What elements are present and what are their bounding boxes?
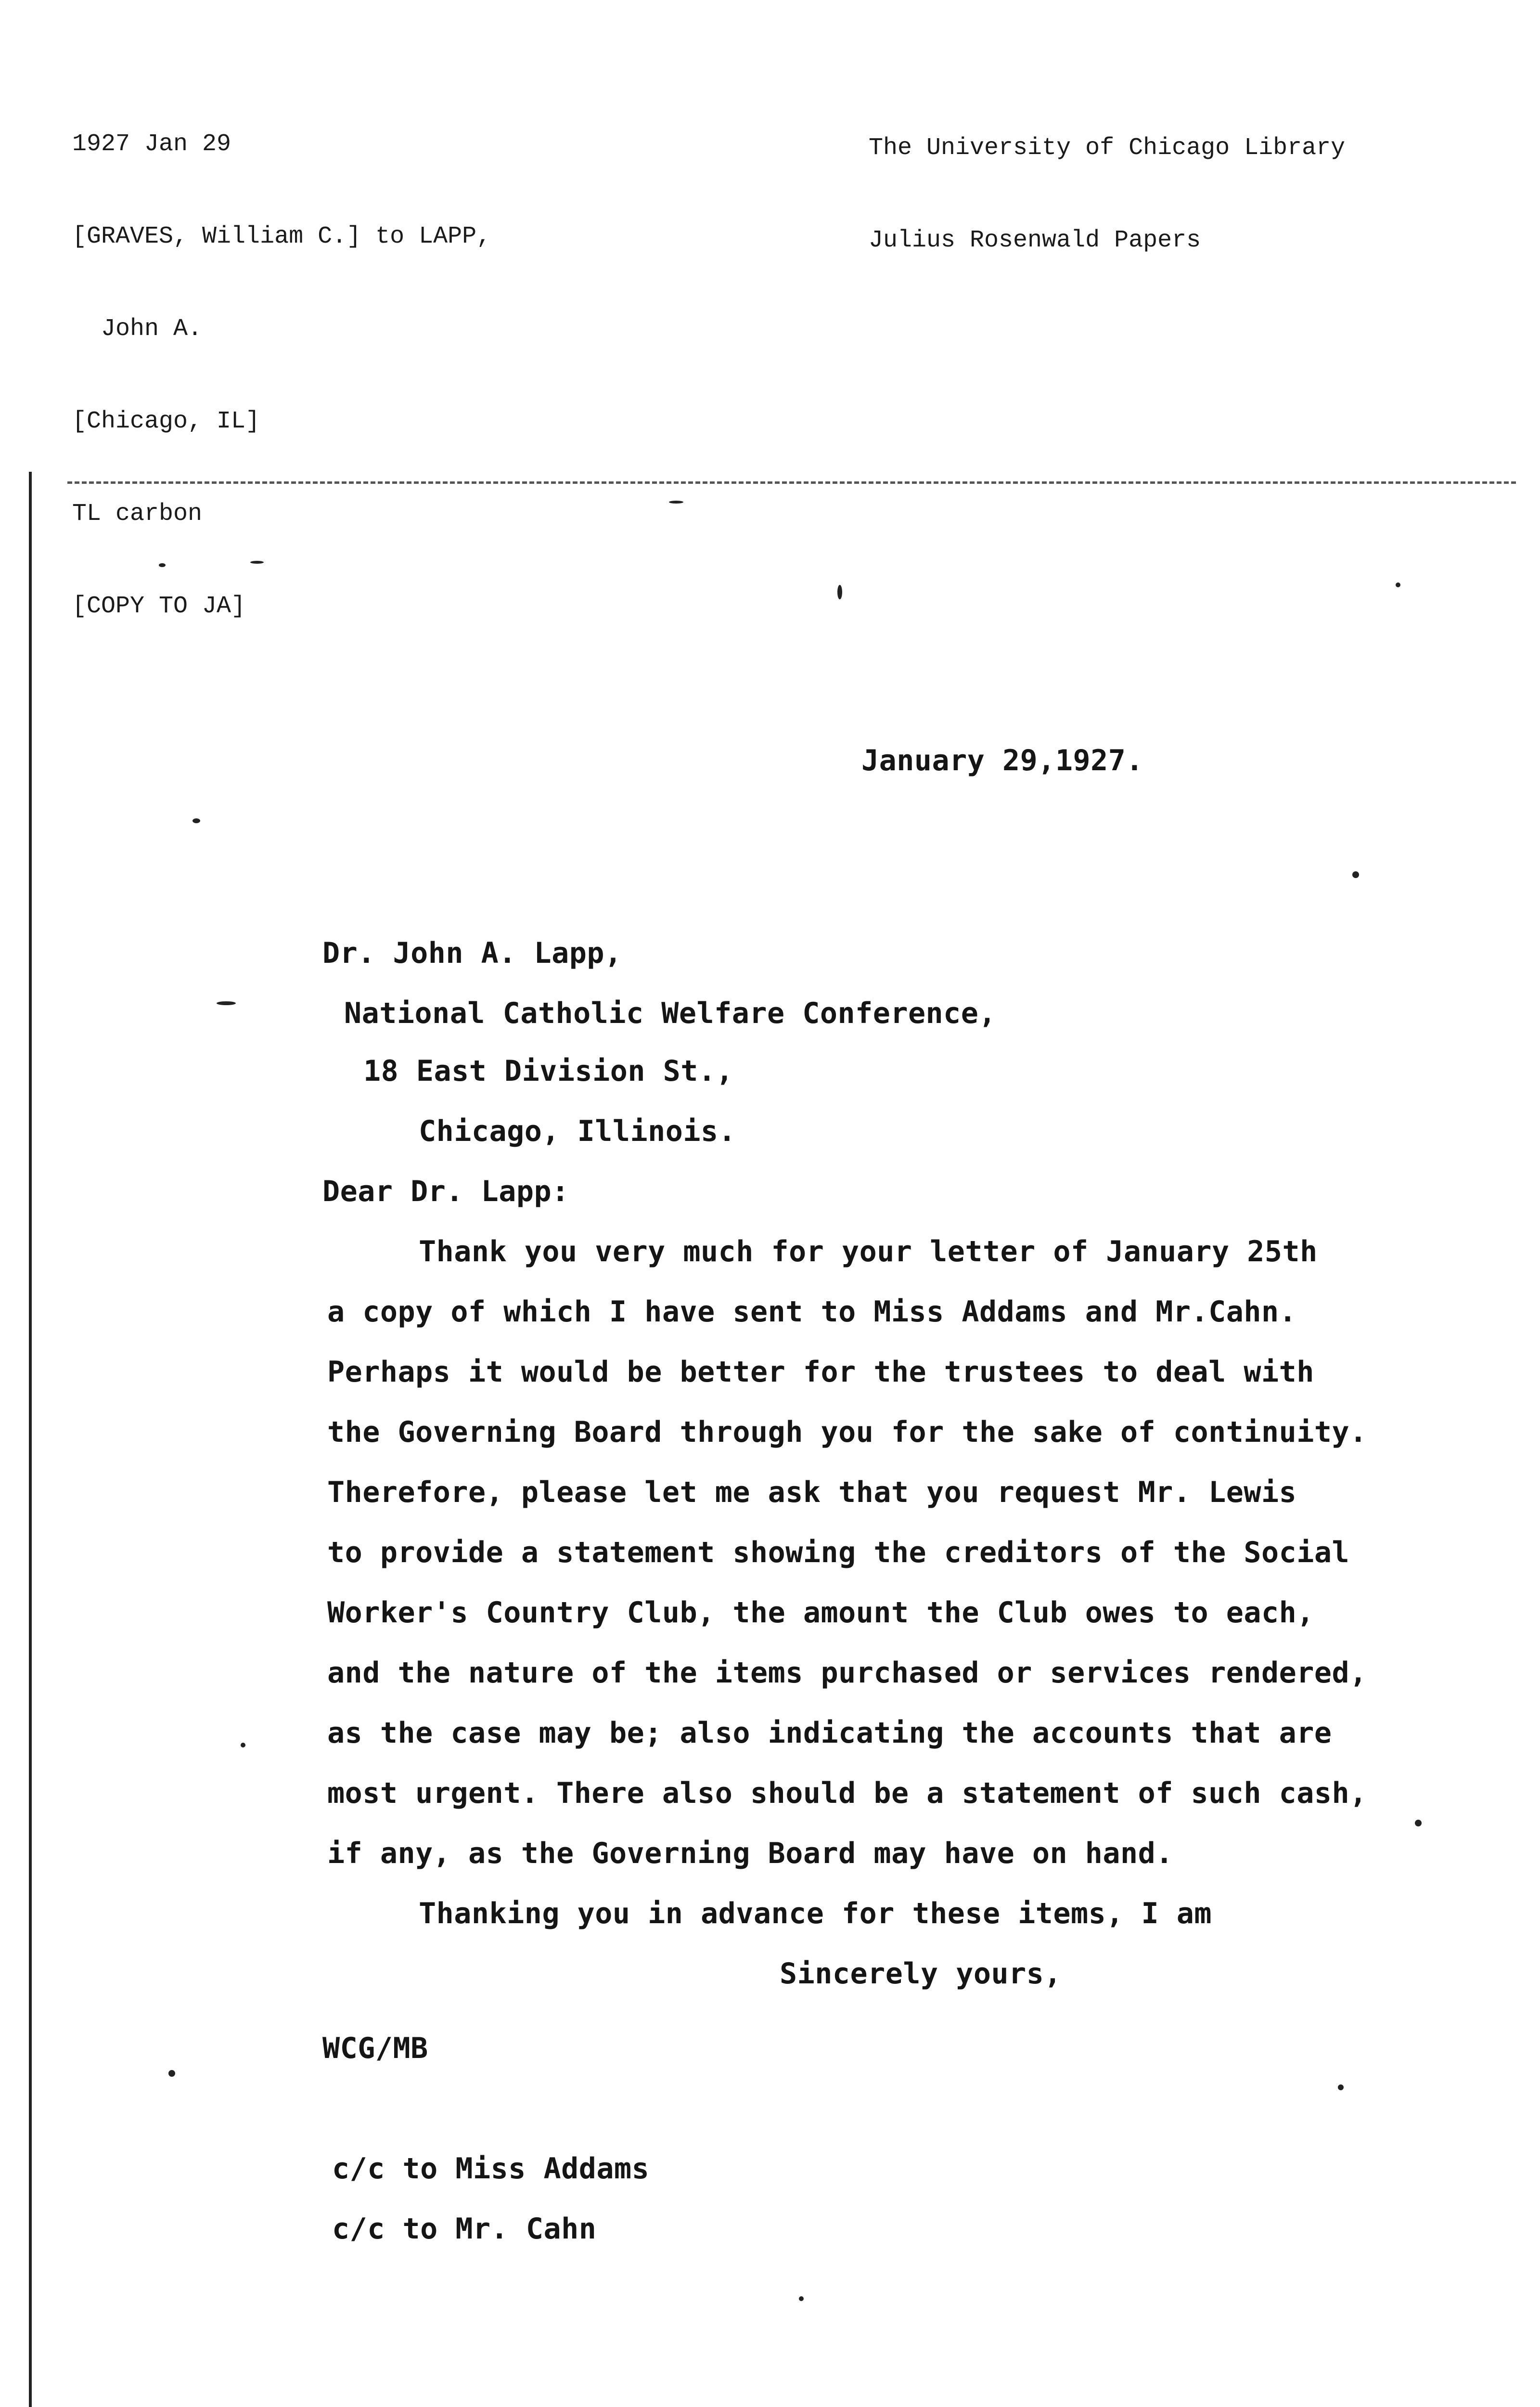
body-line: most urgent. There also should be a statement of such cash, bbox=[327, 1776, 1367, 1810]
scan-speck bbox=[1396, 582, 1400, 587]
body-line: Thanking you in advance for these items, I am bbox=[419, 1897, 1212, 1930]
collection-name: Julius Rosenwald Papers bbox=[869, 227, 1201, 254]
library-name: The University of Chicago Library bbox=[869, 134, 1346, 162]
body-line: if any, as the Governing Board may have on hand. bbox=[327, 1837, 1173, 1870]
body-line: the Governing Board through you for the sake of continuity. bbox=[327, 1415, 1367, 1449]
scan-speck bbox=[1338, 2084, 1344, 2090]
scan-speck bbox=[799, 2296, 804, 2301]
cc-line: c/c to Miss Addams bbox=[332, 2152, 650, 2186]
body-line: Therefore, please let me ask that you request Mr. Lewis bbox=[327, 1475, 1297, 1509]
address-line: 18 East Division St., bbox=[363, 1054, 734, 1088]
body-line: a copy of which I have sent to Miss Addams and Mr.Cahn. bbox=[327, 1295, 1297, 1329]
scan-speck bbox=[159, 563, 166, 567]
body-line: Worker's Country Club, the amount the Club owes to each, bbox=[327, 1596, 1314, 1630]
letter-date: January 29,1927. bbox=[861, 744, 1143, 777]
address-line: Dr. John A. Lapp, bbox=[322, 936, 622, 970]
header-line: 1927 Jan 29 bbox=[72, 130, 231, 158]
archive-header-left bbox=[72, 67, 491, 653]
scan-speck bbox=[241, 1743, 245, 1747]
body-line: Perhaps it would be better for the trustees to deal with bbox=[327, 1355, 1314, 1389]
scan-speck bbox=[217, 1001, 236, 1005]
header-line: John A. bbox=[72, 315, 203, 343]
scan-speck bbox=[1415, 1820, 1422, 1826]
scan-speck bbox=[192, 818, 200, 823]
closing: Sincerely yours, bbox=[780, 1957, 1062, 1991]
body-line: to provide a statement showing the creditors of the Social bbox=[327, 1536, 1350, 1569]
scan-speck bbox=[250, 561, 264, 564]
cc-line: c/c to Mr. Cahn bbox=[332, 2212, 597, 2246]
scan-speck bbox=[1352, 871, 1359, 878]
body-line: and the nature of the items purchased or services rendered, bbox=[327, 1656, 1367, 1690]
body-line: as the case may be; also indicating the accounts that are bbox=[327, 1716, 1332, 1750]
address-line: Chicago, Illinois. bbox=[419, 1114, 736, 1148]
salutation: Dear Dr. Lapp: bbox=[322, 1175, 569, 1208]
sheet-left-edge bbox=[29, 472, 32, 2407]
archive-header-right bbox=[869, 71, 1345, 287]
header-line: [COPY TO JA] bbox=[72, 593, 246, 620]
header-line: [Chicago, IL] bbox=[72, 408, 260, 435]
body-line: Thank you very much for your letter of January 25th bbox=[419, 1235, 1318, 1268]
scan-speck bbox=[669, 501, 683, 504]
header-line: [GRAVES, William C.] to LAPP, bbox=[72, 223, 491, 250]
scan-speck bbox=[837, 585, 842, 599]
sheet-top-edge bbox=[67, 481, 1516, 484]
address-line: National Catholic Welfare Conference, bbox=[344, 996, 997, 1030]
scan-speck bbox=[168, 2070, 175, 2077]
header-line: TL carbon bbox=[72, 500, 203, 528]
typist-initials: WCG/MB bbox=[322, 2032, 428, 2065]
